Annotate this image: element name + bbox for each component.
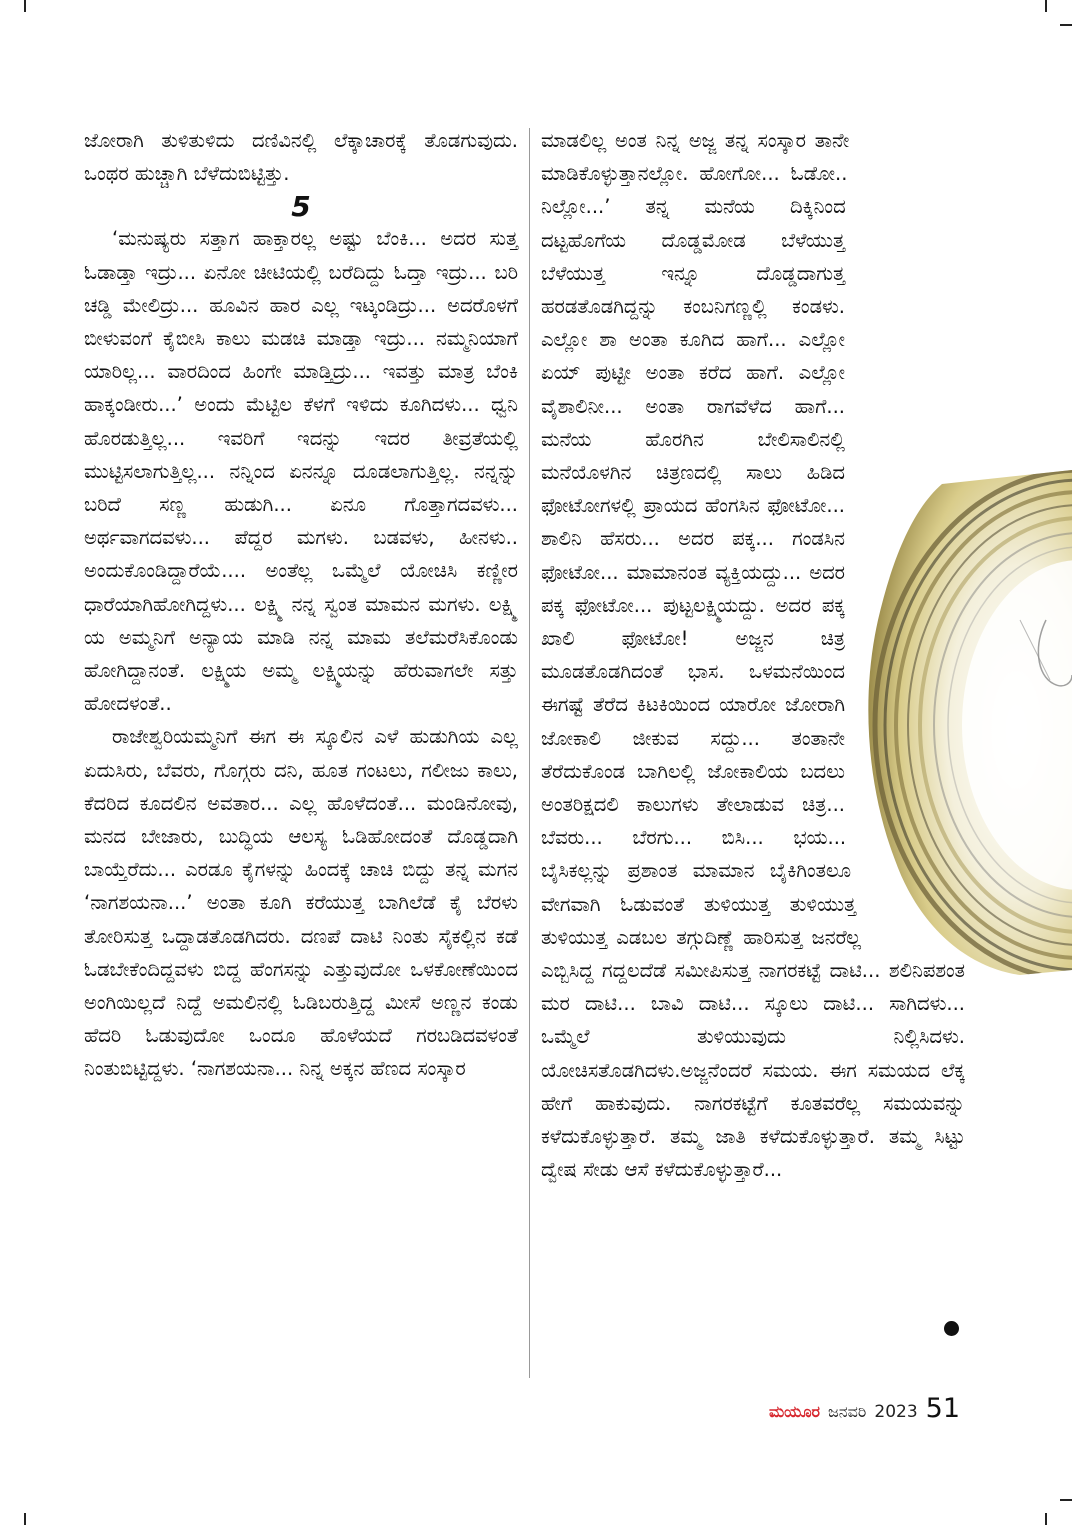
issue-month: ಜನವರಿ (828, 1402, 867, 1421)
paragraph: ಮಾಡಲಿಲ್ಲ ಅಂತ ನಿನ್ನ ಅಜ್ಜ ತನ್ನ ಸಂಸ್ಕಾರ ತಾನೇ ಮಾಡಿಕೊಳ್ಳುತ್ತಾನಲ್ಲೋ. ಹೋಗೋ... ಓಡೋ.. ನಿಲ್ಲೋ...’ ತನ್ನ ಮನೆಯ ದಿಕ್ಕಿನಿಂದ ದಟ್ಟಹೊಗೆಯ ದೊಡ್ಡಮೋಡ ಬೆಳೆಯುತ್ತ ಬೆಳೆಯುತ್ತ ಇನ್ನೂ ದೊಡ್ಡದಾಗುತ್ತ ಹರಡತೊಡಗಿದ್ದನ್ನು ಕಂಬನಿಗಣ್ಣಲ್ಲಿ ಕಂಡಳು. ಎಲ್ಲೋ ಶಾ ಅಂತಾ ಕೂಗಿದ ಹಾಗೆ... ಎಲ್ಲೋ ಏಯ್ ಪುಟ್ಟೀ ಅಂತಾ ಕರೆದ ಹಾಗೆ. ಎಲ್ಲೋ ವೈಶಾಲಿನೀ... ಅಂತಾ ರಾಗವೆಳೆದ ಹಾಗೆ... ಮನೆಯ ಹೊರಗಿನ ಬೇಲಿಸಾಲಿನಲ್ಲಿ ಮನೆಯೊಳಗಿನ ಚಿತ್ರಣದಲ್ಲಿ ಸಾಲು ಹಿಡಿದ ಫೋಟೋಗಳಲ್ಲಿ ಪ್ರಾಯದ ಹೆಂಗಸಿನ ಫೋಟೋ... ಶಾಲಿನಿ ಹೆಸರು... ಅದರ ಪಕ್ಕ... ಗಂಡಸಿನ ಫೋಟೋ... ಮಾಮಾನಂತ ವ್ಯಕ್ತಿಯದ್ದು... ಅದರ ಪಕ್ಕ ಫೋಟೋ... ಪುಟ್ಟಲಕ್ಷ್ಮಿಯದ್ದು. ಅದರ ಪಕ್ಕ ಖಾಲಿ ಫೋಟೋ! ಅಜ್ಜನ ಚಿತ್ರ ಮೂಡತೊಡಗಿದಂತೆ ಭಾಸ. ಒಳಮನೆಯಿಂದ ಈಗಷ್ಟೆ ತೆರೆದ ಕಿಟಕಿಯಿಂದ ಯಾರೋ ಜೋರಾಗಿ ಜೋಕಾಲಿ ಜೀಕುವ ಸದ್ದು... ತಂತಾನೇ ತೆರೆದುಕೊಂಡ ಬಾಗಿಲಲ್ಲಿ ಜೋಕಾಲಿಯ ಬದಲು ಅಂತರಿಕ್ಷದಲಿ ಕಾಲುಗಳು ತೇಲಾಡುವ ಚಿತ್ರ... ಬೆವರು... ಬೆರಗು... ಬಿಸಿ... ಭಯ... ಬೈಸಿಕಲ್ಲನ್ನು ಪ್ರಶಾಂತ ಮಾಮಾನ ಬೈಕಿಗಿಂತಲೂ ವೇಗವಾಗಿ ಓಡುವಂತೆ ತುಳಿಯುತ್ತ ತುಳಿಯುತ್ತ ತುಳಿಯುತ್ತ ಎಡಬಲ ತಗ್ಗುದಿಣ್ಣೆ ಹಾರಿಸುತ್ತ ಜನರೆಲ್ಲ ಎಬ್ಬಿಸಿದ್ದ ಗದ್ದಲದೆಡೆ ಸಮೀಪಿಸುತ್ತ ನಾಗರಕಟ್ಟೆ ದಾಟಿ... ಶಲಿನಿಪಶಂತ ಮರ ದಾಟಿ... ಬಾವಿ ದಾಟಿ... ಸ್ಕೂಲು ದಾಟಿ... ಸಾಗಿದಳು... ಒಮ್ಮೆಲೆ ತುಳಿಯುವುದು ನಿಲ್ಲಿಸಿದಳು. ಯೋಚಿಸತೊಡಗಿದಳು.ಅಜ್ಜನೆಂದರೆ ಸಮಯ. ಈಗ ಸಮಯದ ಲೆಕ್ಕ ಹೇಗೆ ಹಾಕುವುದು. ನಾಗರಕಟ್ಟೆಗೆ ಕೂತವರೆಲ್ಲ ಸಮಯವನ್ನು ಕಳೆದುಕೊಳ್ಳುತ್ತಾರೆ. ತಮ್ಮ ಜಾತಿ ಕಳೆದುಕೊಳ್ಳುತ್ತಾರೆ. ತಮ್ಮ ಸಿಟ್ಟು ದ್ವೇಷ ಸೇಡು ಆಸೆ ಕಳೆದುಕೊಳ್ಳುತ್ತಾರೆ... (541, 129, 965, 1182)
page-number: 51 (925, 1393, 960, 1424)
crop-mark-bottom-right (1045, 1513, 1047, 1525)
page-footer (769, 1393, 960, 1424)
chapter-number: 5 (291, 190, 311, 224)
article-column-left (84, 124, 518, 1086)
crop-mark-top-right (1045, 0, 1047, 12)
paragraph-lead: ಜೋರಾಗಿ ತುಳಿತುಳಿದು ದಣಿವಿನಲ್ಲಿ ಲೆಕ್ಕಾಚಾರಕ್ಕೆ ತೊಡಗುವುದು. ಒಂಥರ ಹುಚ್ಚಾಗಿ ಬೆಳೆದುಬಿಟ್ಟಿತ್ತು. (84, 129, 518, 186)
paragraph: ರಾಜೇಶ್ವರಿಯಮ್ಮನಿಗೆ ಈಗ ಈ ಸ್ಕೂಲಿನ ಎಳೆ ಹುಡುಗಿಯ ಎಲ್ಲ ಏದುಸಿರು, ಬೆವರು, ಗೊಗ್ಗರು ದನಿ, ಹೂತ ಗಂಟಲು, ಗಲೀಜು ಕಾಲು, ಕೆದರಿದ ಕೂದಲಿನ ಅವತಾರ... ಎಲ್ಲ ಹೊಳೆದಂತೆ... ಮಂಡಿನೋವು, ಮನದ ಬೇಜಾರು, ಬುದ್ಧಿಯ ಆಲಸ್ಯ ಓಡಿಹೋದಂತೆ ದೊಡ್ಡದಾಗಿ ಬಾಯ್ತೆರೆದು... ಎರಡೂ ಕೈಗಳನ್ನು ಹಿಂದಕ್ಕೆ ಚಾಚಿ ಬಿದ್ದು ತನ್ನ ಮಗನ ‘ನಾಗಶಯನಾ...’ ಅಂತಾ ಕೂಗಿ ಕರೆಯುತ್ತ ಬಾಗಿಲೆಡೆ ಕೈ ಬೆರಳು ತೋರಿಸುತ್ತ ಒದ್ದಾಡತೊಡಗಿದರು. ದಣಪೆ ದಾಟಿ ನಿಂತು ಸೈಕಲ್ಲಿನ ಕಡೆ ಓಡಬೇಕೆಂದಿದ್ದವಳು ಬಿದ್ದ ಹೆಂಗಸನ್ನು ಎತ್ತುವುದೋ ಒಳಕೋಣೆಯಿಂದ ಅಂಗಿಯಿಲ್ಲದೆ ನಿದ್ದೆ ಅಮಲಿನಲ್ಲಿ ಓಡಿಬರುತ್ತಿದ್ದ ಮೀಸೆ ಅಣ್ಣನ ಕಂಡು ಹೆದರಿ ಓಡುವುದೋ ಒಂದೂ ಹೊಳೆಯದೆ ಗರಬಡಿದವಳಂತೆ ನಿಂತುಬಿಟ್ಟಿದ್ದಳು. ‘ನಾಗಶಯನಾ... ನಿನ್ನ ಅಕ್ಕನ ಹೆಣದ ಸಂಸ್ಕಾರ (84, 725, 518, 1081)
coiled-rope-illustration (850, 470, 1072, 990)
crop-mark-right-top (1060, 24, 1072, 26)
column-divider (529, 128, 530, 1378)
issue-year: 2023 (874, 1402, 918, 1422)
end-of-story-dot-icon (944, 1321, 959, 1336)
magazine-name: ಮಯೂರ (768, 1402, 820, 1421)
crop-mark-top-left (24, 0, 26, 12)
crop-mark-bottom-left (24, 1513, 26, 1525)
paragraph: ‘ಮನುಷ್ಯರು ಸತ್ತಾಗ ಹಾಕ್ತಾರಲ್ಲ ಅಷ್ಟು ಬೆಂಕಿ... ಅದರ ಸುತ್ತ ಓಡಾಡ್ತಾ ಇದ್ರು... ಏನೋ ಚೀಟಿಯಲ್ಲಿ ಬರೆದಿದ್ದು ಓದ್ತಾ ಇದ್ರು... ಬರಿ ಚಡ್ಡಿ ಮೇಲಿದ್ರು... ಹೂವಿನ ಹಾರ ಎಲ್ಲ ಇಟ್ಕಂಡಿದ್ರು... ಅದರೊಳಗೆ ಬೀಳುವಂಗೆ ಕೈಬೀಸಿ ಕಾಲು ಮಡಚಿ ಮಾಡ್ತಾ ಇದ್ರು... ನಮ್ಮನಿಯಾಗೆ ಯಾರಿಲ್ಲ... ವಾರದಿಂದ ಹಿಂಗೇ ಮಾಡ್ತಿದ್ರು... ಇವತ್ತು ಮಾತ್ರ ಬೆಂಕಿ ಹಾಕ್ಕಂಡೀರು...’ ಅಂದು ಮೆಟ್ಟಿಲ ಕೆಳಗೆ ಇಳಿದು ಕೂಗಿದಳು... ಧ್ವನಿ ಹೊರಡುತ್ತಿಲ್ಲ... ಇವರಿಗೆ ಇದನ್ನು ಇದರ ತೀವ್ರತೆಯಲ್ಲಿ ಮುಟ್ಟಿಸಲಾಗುತ್ತಿಲ್ಲ... ನನ್ನಿಂದ ಏನನ್ನೂ ದೂಡಲಾಗುತ್ತಿಲ್ಲ. ನನ್ನನ್ನು ಬರಿದೆ ಸಣ್ಣ ಹುಡುಗಿ... ಏನೂ ಗೊತ್ತಾಗದವಳು... ಅರ್ಥವಾಗದವಳು... ಪೆದ್ದರ ಮಗಳು. ಬಡವಳು, ಹೀನಳು.. ಅಂದುಕೊಂಡಿದ್ದಾರೆಯೆ.... ಅಂತೆಲ್ಲ ಒಮ್ಮೆಲೆ ಯೋಚಿಸಿ ಕಣ್ಣೀರ ಧಾರೆಯಾಗಿಹೋಗಿದ್ದಳು... ಲಕ್ಷ್ಮಿ ನನ್ನ ಸ್ವಂತ ಮಾಮನ ಮಗಳು. ಲಕ್ಷ್ಮಿ ಯ ಅಮ್ಮನಿಗೆ ಅನ್ಯಾಯ ಮಾಡಿ ನನ್ನ ಮಾಮ ತಲೆಮರೆಸಿಕೊಂಡು ಹೋಗಿದ್ದಾನಂತೆ. ಲಕ್ಷ್ಮಿಯ ಅಮ್ಮ ಲಕ್ಷ್ಮಿಯನ್ನು ಹೆರುವಾಗಲೇ ಸತ್ತು ಹೋದಳಂತೆ.. (84, 227, 518, 716)
crop-mark-right-bottom (1060, 1499, 1072, 1501)
